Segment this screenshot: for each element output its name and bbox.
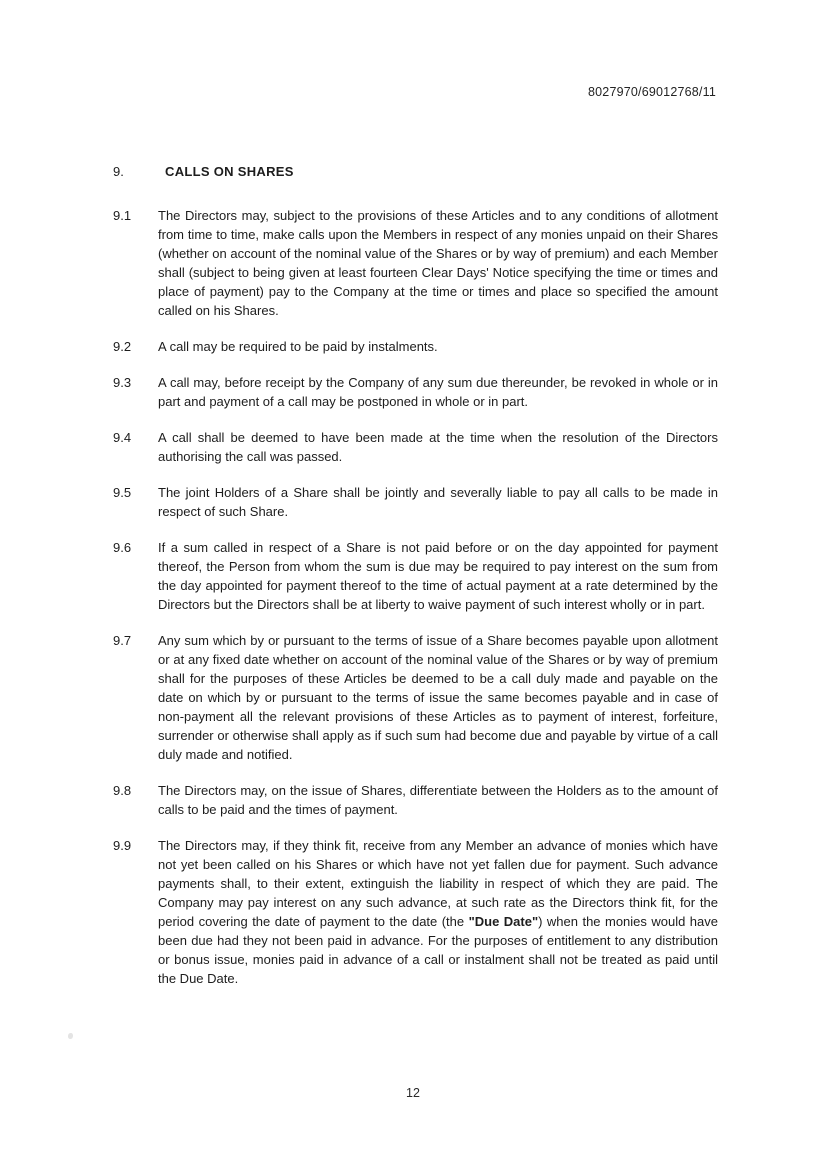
clause-row: [113, 538, 718, 614]
clause-number: 9.4: [113, 430, 132, 445]
clause-row: [113, 483, 718, 521]
clause-text: The Directors may, if they think fit, receive from any Member an advance of monies which have not yet been called on his Shares or which have not yet fallen due for payment. Such advance payments shall, to their extent, extinguish the liability in respect of which they are paid. The Company may pay interest on any such advance, at such rate as the Directors think fit, for the period covering the date of payment to the date (the "Due Date") when the monies would have been due had they not been paid in advance. For the purposes of entitlement to any distribution or bonus issue, monies paid in advance of a call or instalment shall not be treated as paid until the Due Date.: [158, 838, 718, 986]
clause-list: [113, 206, 718, 988]
clause-row: [113, 836, 718, 988]
clause-row: [113, 337, 718, 356]
clause-number: 9.1: [113, 208, 132, 223]
page-number: 12: [406, 1086, 420, 1100]
clause-text: The Directors may, subject to the provisions of these Articles and to any conditions of allotment from time to time, make calls upon the Members in respect of any monies unpaid on their Shares (whether on account of the nominal value of the Shares or by way of premium) and each Member shall (subject to being given at least fourteen Clear Days' Notice specifying the time or times and place of payment) pay to the Company at the time or times and place so specified the amount called on his Shares.: [158, 208, 718, 318]
clause-text: A call may, before receipt by the Company of any sum due thereunder, be revoked in whole or in part and payment of a call may be postponed in whole or in part.: [158, 375, 718, 409]
document-content: [113, 162, 718, 1005]
clause-number: 9.6: [113, 540, 132, 555]
clause-row: [113, 631, 718, 764]
clause-text: A call shall be deemed to have been made at the time when the resolution of the Directors authorising the call was passed.: [158, 430, 718, 464]
clause-text: Any sum which by or pursuant to the terms of issue of a Share becomes payable upon allotment or at any fixed date whether on account of the nominal value of the Shares or by way of premium shall for the purposes of these Articles be deemed to be a call duly made and payable on the date on which by or pursuant to the terms of issue the same becomes payable and in case of non-payment all the relevant provisions of these Articles as to payment of interest, forfeiture, surrender or otherwise shall apply as if such sum had become due and payable by virtue of a call duly made and notified.: [158, 633, 718, 762]
clause-number: 9.3: [113, 375, 132, 390]
clause-text: The Directors may, on the issue of Shares, differentiate between the Holders as to the amount of calls to be paid and the times of payment.: [158, 783, 718, 817]
clause-number: 9.5: [113, 485, 132, 500]
clause-number: 9.7: [113, 633, 132, 648]
clause-row: [113, 781, 718, 819]
section-number: 9.: [113, 164, 124, 179]
section-title: CALLS ON SHARES: [165, 164, 294, 179]
clause-text: The joint Holders of a Share shall be jointly and severally liable to pay all calls to be made in respect of such Share.: [158, 485, 718, 519]
clause-number: 9.9: [113, 838, 132, 853]
scan-speck: [68, 1033, 73, 1039]
clause-text: If a sum called in respect of a Share is not paid before or on the day appointed for payment thereof, the Person from whom the sum is due may be required to pay interest on the sum from the day appointed for payment thereof to the time of actual payment at a rate determined by the Directors but the Directors shall be at liberty to waive payment of such interest wholly or in part.: [158, 540, 718, 612]
clause-row: [113, 206, 718, 320]
clause-number: 9.2: [113, 339, 132, 354]
section-heading: [113, 162, 718, 181]
clause-row: [113, 428, 718, 466]
document-reference: 8027970/69012768/11: [587, 85, 716, 99]
clause-row: [113, 373, 718, 411]
clause-text: A call may be required to be paid by instalments.: [158, 339, 438, 354]
clause-number: 9.8: [113, 783, 132, 798]
